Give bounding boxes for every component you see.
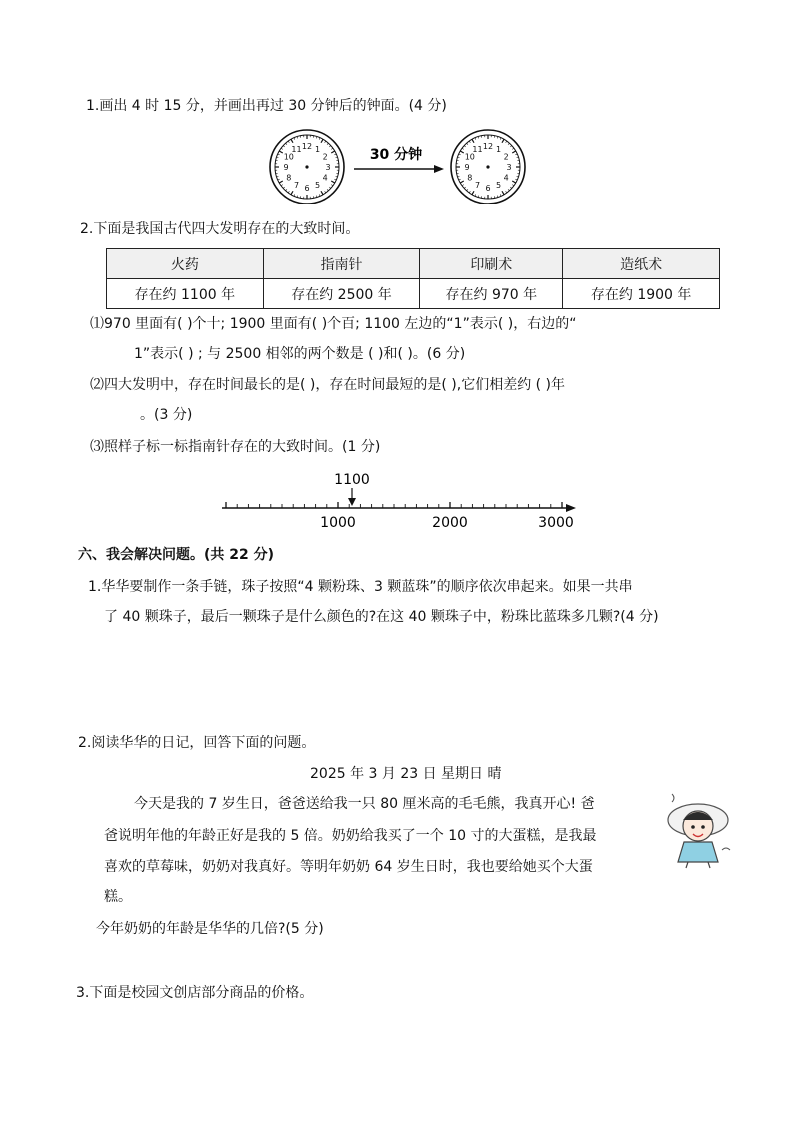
table-cell-papermaking: 存在约 1900 年 — [563, 279, 720, 309]
arrow-head-icon — [434, 165, 444, 173]
table-header-gunpowder: 火药 — [107, 249, 264, 279]
table-cell-gunpowder: 存在约 1100 年 — [107, 279, 264, 309]
clock-number: 1 — [495, 144, 502, 154]
clock-number: 4 — [322, 173, 328, 183]
clock-number: 6 — [485, 184, 491, 193]
q2-sub1-line2: 1”表示( ) ; 与 2500 相邻的两个数是 ( )和( )。(6 分) — [134, 346, 466, 362]
clock-number: 9 — [464, 163, 470, 172]
clock-number: 6 — [304, 184, 310, 193]
clock-number: 3 — [325, 163, 331, 172]
diary-line2: 爸说明年他的年龄正好是我的 5 倍。奶奶给我买了一个 10 寸的大蛋糕，是我最 — [104, 828, 597, 844]
clock-number: 5 — [495, 181, 502, 191]
problem1-line2: 了 40 颗珠子，最后一颗珠子是什么颜色的?在这 40 颗珠子中，粉珠比蓝珠多几颗?(4 分) — [104, 609, 659, 625]
problem1-line1: 1.华华要制作一条手链，珠子按照“4 颗粉珠、3 颗蓝珠”的顺序依次串起来。如果一共串 — [88, 579, 633, 595]
clock-number: 8 — [286, 173, 292, 183]
clock-number: 3 — [506, 163, 512, 172]
clock-face-right[interactable] — [451, 130, 525, 204]
tick-label-2000: 2000 — [432, 515, 468, 531]
table-header-printing: 印刷术 — [420, 249, 563, 279]
problem2-question: 今年奶奶的年龄是华华的几倍?(5 分) — [96, 921, 324, 937]
clock-number: 5 — [314, 181, 321, 191]
section6-title: 六、我会解决问题。(共 22 分) — [78, 547, 275, 563]
child-illustration — [662, 790, 734, 870]
q2-sub1-line1: ⑴970 里面有( )个十; 1900 里面有( )个百; 1100 左边的“1”表示( )，右边的“ — [90, 316, 577, 332]
table-header-compass: 指南针 — [263, 249, 420, 279]
tick-label-1000: 1000 — [320, 515, 356, 531]
clock-number: 12 — [482, 142, 494, 151]
clock-diagram — [262, 128, 534, 204]
clock-number: 12 — [301, 142, 313, 151]
problem2-title: 2.阅读华华的日记，回答下面的问题。 — [78, 735, 316, 751]
diary-line4: 糕。 — [104, 889, 132, 905]
clock-face-left[interactable] — [270, 130, 344, 204]
arrow-label: 30 分钟 — [369, 147, 423, 163]
clock-number: 2 — [322, 152, 328, 162]
q2-sub2-line1: ⑵四大发明中，存在时间最长的是( )，存在时间最短的是( ),它们相差约 ( )年 — [90, 377, 566, 393]
tick-label-3000: 3000 — [538, 515, 574, 531]
clock-number: 7 — [474, 181, 481, 191]
clock-number: 1 — [314, 144, 321, 154]
clock-number: 2 — [503, 152, 509, 162]
number-line — [214, 466, 584, 532]
number-line-ticks — [226, 502, 562, 508]
diary-line1: 今天是我的 7 岁生日，爸爸送给我一只 80 厘米高的毛毛熊，我真开心! 爸 — [134, 796, 595, 812]
marker-label: 1100 — [334, 472, 370, 488]
table-cell-printing: 存在约 970 年 — [420, 279, 563, 309]
q1-text: 1.画出 4 时 15 分，并画出再过 30 分钟后的钟面。(4 分) — [86, 98, 447, 114]
table-header-papermaking: 造纸术 — [563, 249, 720, 279]
inventions-table — [106, 248, 720, 309]
clock-number: 10 — [283, 152, 294, 162]
clock-number: 8 — [467, 173, 473, 183]
q2-sub2-line2: 。(3 分) — [140, 407, 193, 423]
number-line-arrow-icon — [566, 504, 576, 512]
clock-number: 11 — [472, 144, 483, 154]
clock-number: 10 — [464, 152, 475, 162]
clock-number: 11 — [291, 144, 302, 154]
clock-number: 4 — [503, 173, 509, 183]
q2-sub3: ⑶照样子标一标指南针存在的大致时间。(1 分) — [90, 439, 381, 455]
diary-date: 2025 年 3 月 23 日 星期日 晴 — [310, 766, 502, 782]
clock-number: 9 — [283, 163, 289, 172]
q2-text: 2.下面是我国古代四大发明存在的大致时间。 — [80, 221, 360, 237]
clock-number: 7 — [293, 181, 300, 191]
problem3-title: 3.下面是校园文创店部分商品的价格。 — [76, 985, 314, 1001]
diary-line3: 喜欢的草莓味，奶奶对我真好。等明年奶奶 64 岁生日时，我也要给她买个大蛋 — [104, 859, 593, 875]
table-cell-compass: 存在约 2500 年 — [263, 279, 420, 309]
